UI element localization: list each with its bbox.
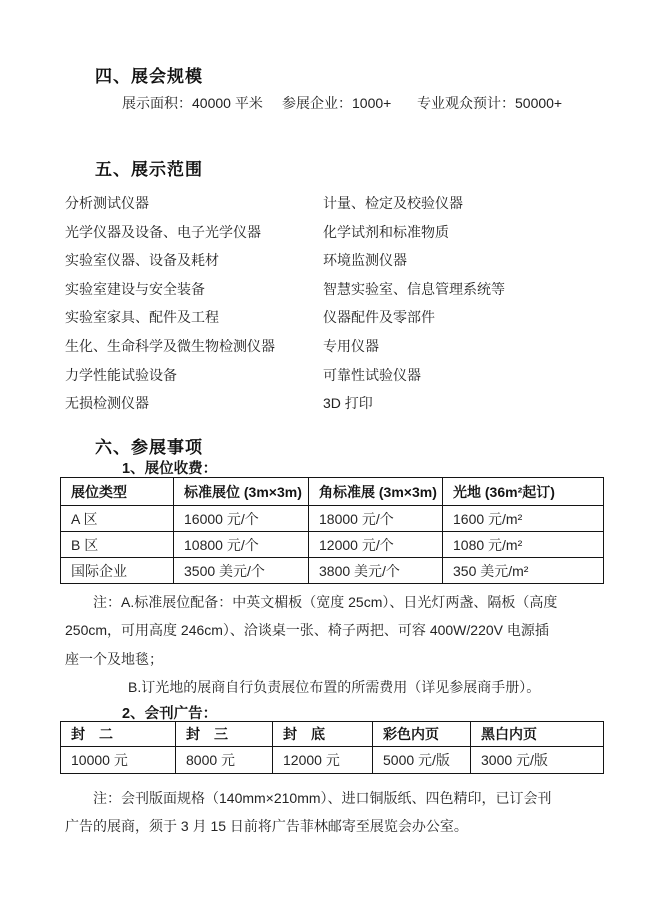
stat-visitor-forecast: 专业观众预计：50000+ <box>417 95 563 111</box>
scope-item: 智慧实验室、信息管理系统等 <box>323 280 505 297</box>
cell-price: 350 美元/m² <box>443 558 604 584</box>
table-row <box>61 506 604 532</box>
cell-zone: B 区 <box>61 532 174 558</box>
scope-item: 力学性能试验设备 <box>65 366 177 383</box>
table-row <box>61 532 604 558</box>
note-line: B.订光地的展商自行负责展位布置的所需费用（详见参展商手册）。 <box>128 679 541 696</box>
column-header-bw-page: 黑白内页 <box>471 722 604 747</box>
cell-price: 10000 元 <box>61 747 176 774</box>
scope-item: 计量、检定及校验仪器 <box>323 195 463 211</box>
cell-price: 1080 元/m² <box>443 532 604 558</box>
note-line: 250cm，可用高度 246cm）、洽谈桌一张、椅子两把、可容 400W/220V 电源插 <box>65 622 549 639</box>
table-row <box>61 747 604 774</box>
scope-item: 仪器配件及零部件 <box>323 309 435 326</box>
scope-item: 可靠性试验仪器 <box>323 366 421 383</box>
scope-item: 实验室仪器、设备及耗材 <box>65 252 219 269</box>
table-header-row <box>61 478 604 506</box>
column-header-back-cover: 封 底 <box>273 722 373 747</box>
cell-price: 1600 元/m² <box>443 506 604 532</box>
cell-price: 12000 元/个 <box>309 532 443 558</box>
section-title-participation: 六、参展事项 <box>95 438 203 457</box>
cell-price: 12000 元 <box>273 747 373 774</box>
column-header-inside-back-cover: 封 三 <box>176 722 273 747</box>
cell-price: 3000 元/版 <box>471 747 604 774</box>
cell-price: 3500 美元/个 <box>174 558 309 584</box>
cell-zone: A 区 <box>61 506 174 532</box>
cell-price: 3800 美元/个 <box>309 558 443 584</box>
cell-price: 10800 元/个 <box>174 532 309 558</box>
scope-list-right <box>323 189 505 418</box>
scope-item: 分析测试仪器 <box>65 195 149 211</box>
subtitle-booth-fees: 1、展位收费： <box>122 461 218 477</box>
scope-item: 专用仪器 <box>323 337 379 354</box>
journal-ad-note <box>65 784 595 841</box>
scope-item: 实验室家具、配件及工程 <box>65 309 219 326</box>
scope-item: 环境监测仪器 <box>323 252 407 269</box>
column-header-booth-type: 展位类型 <box>61 478 174 506</box>
column-header-raw-space: 光地 (36m²起订) <box>443 478 604 506</box>
stat-exhibit-area: 展示面积：40000 平米 <box>122 95 263 111</box>
column-header-corner-booth: 角标准展 (3m×3m) <box>309 478 443 506</box>
booth-fee-note <box>65 588 595 702</box>
table-row <box>61 558 604 584</box>
scope-item: 化学试剂和标准物质 <box>323 223 449 240</box>
scope-item: 光学仪器及设备、电子光学仪器 <box>65 223 261 240</box>
section-title-exhibition-scope: 五、展示范围 <box>95 160 203 179</box>
table-header-row <box>61 722 604 747</box>
column-header-inside-front-cover: 封 二 <box>61 722 176 747</box>
scope-list-left <box>65 189 275 418</box>
column-header-standard-booth: 标准展位 (3m×3m) <box>174 478 309 506</box>
note-line: 座一个及地毯； <box>65 650 163 667</box>
note-line: 注：A.标准展位配备：中英文楣板（宽度 25cm）、日光灯两盏、隔板（高度 <box>93 594 558 610</box>
note-line: 广告的展商，须于 3 月 15 日前将广告菲林邮寄至展览会办公室。 <box>65 818 468 835</box>
cell-price: 8000 元 <box>176 747 273 774</box>
booth-fee-table <box>60 477 604 584</box>
scope-item: 实验室建设与安全装备 <box>65 280 205 297</box>
subtitle-journal-ads: 2、会刊广告： <box>122 706 218 722</box>
stat-exhibitor-count: 参展企业：1000+ <box>282 95 392 111</box>
cell-zone: 国际企业 <box>61 558 174 584</box>
section-title-exhibition-scale: 四、展会规模 <box>95 67 203 86</box>
scope-item: 无损检测仪器 <box>65 395 149 412</box>
scope-item: 生化、生命科学及微生物检测仪器 <box>65 337 275 354</box>
cell-price: 18000 元/个 <box>309 506 443 532</box>
note-line: 注：会刊版面规格（140mm×210mm）、进口铜版纸、四色精印，已订会刊 <box>93 790 552 806</box>
cell-price: 5000 元/版 <box>373 747 471 774</box>
scope-item: 3D 打印 <box>323 395 373 412</box>
cell-price: 16000 元/个 <box>174 506 309 532</box>
journal-ad-table <box>60 721 604 774</box>
column-header-color-page: 彩色内页 <box>373 722 471 747</box>
